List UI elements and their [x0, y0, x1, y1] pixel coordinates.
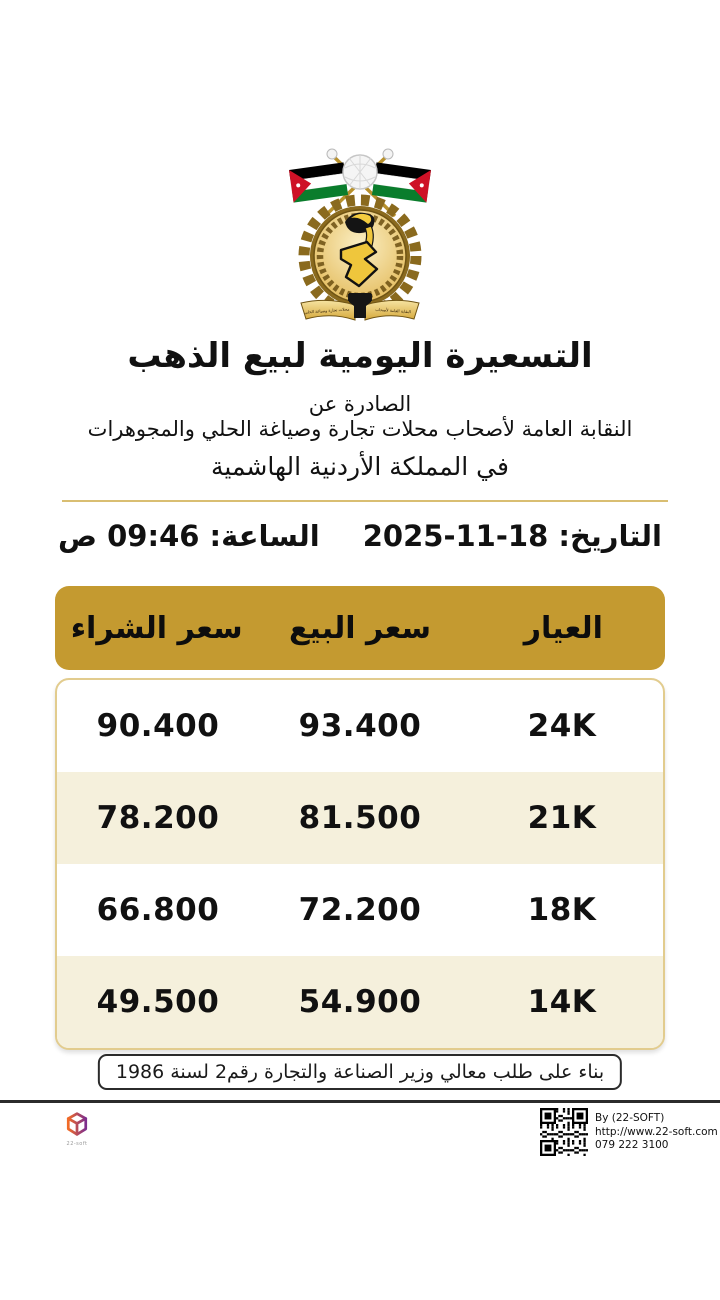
karat-column-header: العيار — [523, 610, 603, 646]
table-row — [57, 864, 663, 956]
crucible-pouring-gold-icon — [341, 213, 377, 286]
issued-by-label: الصادرة عن — [308, 392, 412, 416]
table-row — [57, 680, 663, 772]
buy-price-cell: 78.200 — [96, 800, 220, 836]
buy-price-cell: 49.500 — [96, 984, 220, 1020]
vendor-info — [595, 1112, 718, 1153]
syndicate-name: النقابة العامة لأصحاب محلات تجارة وصياغة الحلي والمجوهرات — [87, 417, 633, 441]
vendor-by-line: By (22-SOFT) — [595, 1112, 665, 1124]
syndicate-emblem-logo — [285, 144, 435, 339]
table-row — [57, 772, 663, 864]
sell-price-column-header: سعر البيع — [288, 610, 432, 646]
karat-cell: 24K — [527, 708, 597, 744]
buy-price-cell: 66.800 — [96, 892, 220, 928]
vendor-logo-caption: 22-soft — [66, 1141, 88, 1147]
karat-cell: 21K — [527, 800, 597, 836]
ribbon-left-text: محلات تجارة وصياغة الحلي — [304, 306, 350, 315]
price-table-header — [55, 586, 665, 670]
buy-price-cell: 90.400 — [96, 708, 220, 744]
footer-divider — [0, 1100, 720, 1103]
karat-cell: 18K — [527, 892, 597, 928]
buy-price-column-header: سعر الشراء — [70, 610, 243, 646]
ribbon-right-text: النقابة العامة لأصحاب — [375, 306, 412, 315]
sell-price-cell: 93.400 — [298, 708, 422, 744]
price-table — [55, 678, 665, 1050]
page-title: التسعيرة اليومية لبيع الذهب — [127, 336, 593, 376]
sell-price-cell: 72.200 — [298, 892, 422, 928]
karat-cell: 14K — [527, 984, 597, 1020]
datetime-row — [58, 519, 662, 553]
time-label: الساعة: 09:46 ص — [58, 519, 320, 553]
ministry-note: بناء على طلب معالي وزير الصناعة والتجارة رقم2 لسنة 1986 — [98, 1054, 622, 1090]
kingdom-name: في المملكة الأردنية الهاشمية — [211, 452, 509, 481]
qr-code — [540, 1108, 588, 1156]
jordan-flag-right-icon — [372, 162, 431, 202]
vendor-logo — [64, 1112, 90, 1147]
sell-price-cell: 54.900 — [298, 984, 422, 1020]
table-row — [57, 956, 663, 1048]
vendor-url: http://www.22-soft.com — [595, 1125, 718, 1138]
sell-price-cell: 81.500 — [298, 800, 422, 836]
jordan-flag-left-icon — [289, 162, 348, 202]
gold-divider — [62, 500, 668, 502]
vendor-phone: 079 222 3100 — [595, 1139, 669, 1151]
date-label: التاريخ: 18-11-2025 — [362, 519, 662, 553]
cube-logo-icon — [66, 1112, 88, 1136]
globe-icon — [343, 155, 377, 189]
